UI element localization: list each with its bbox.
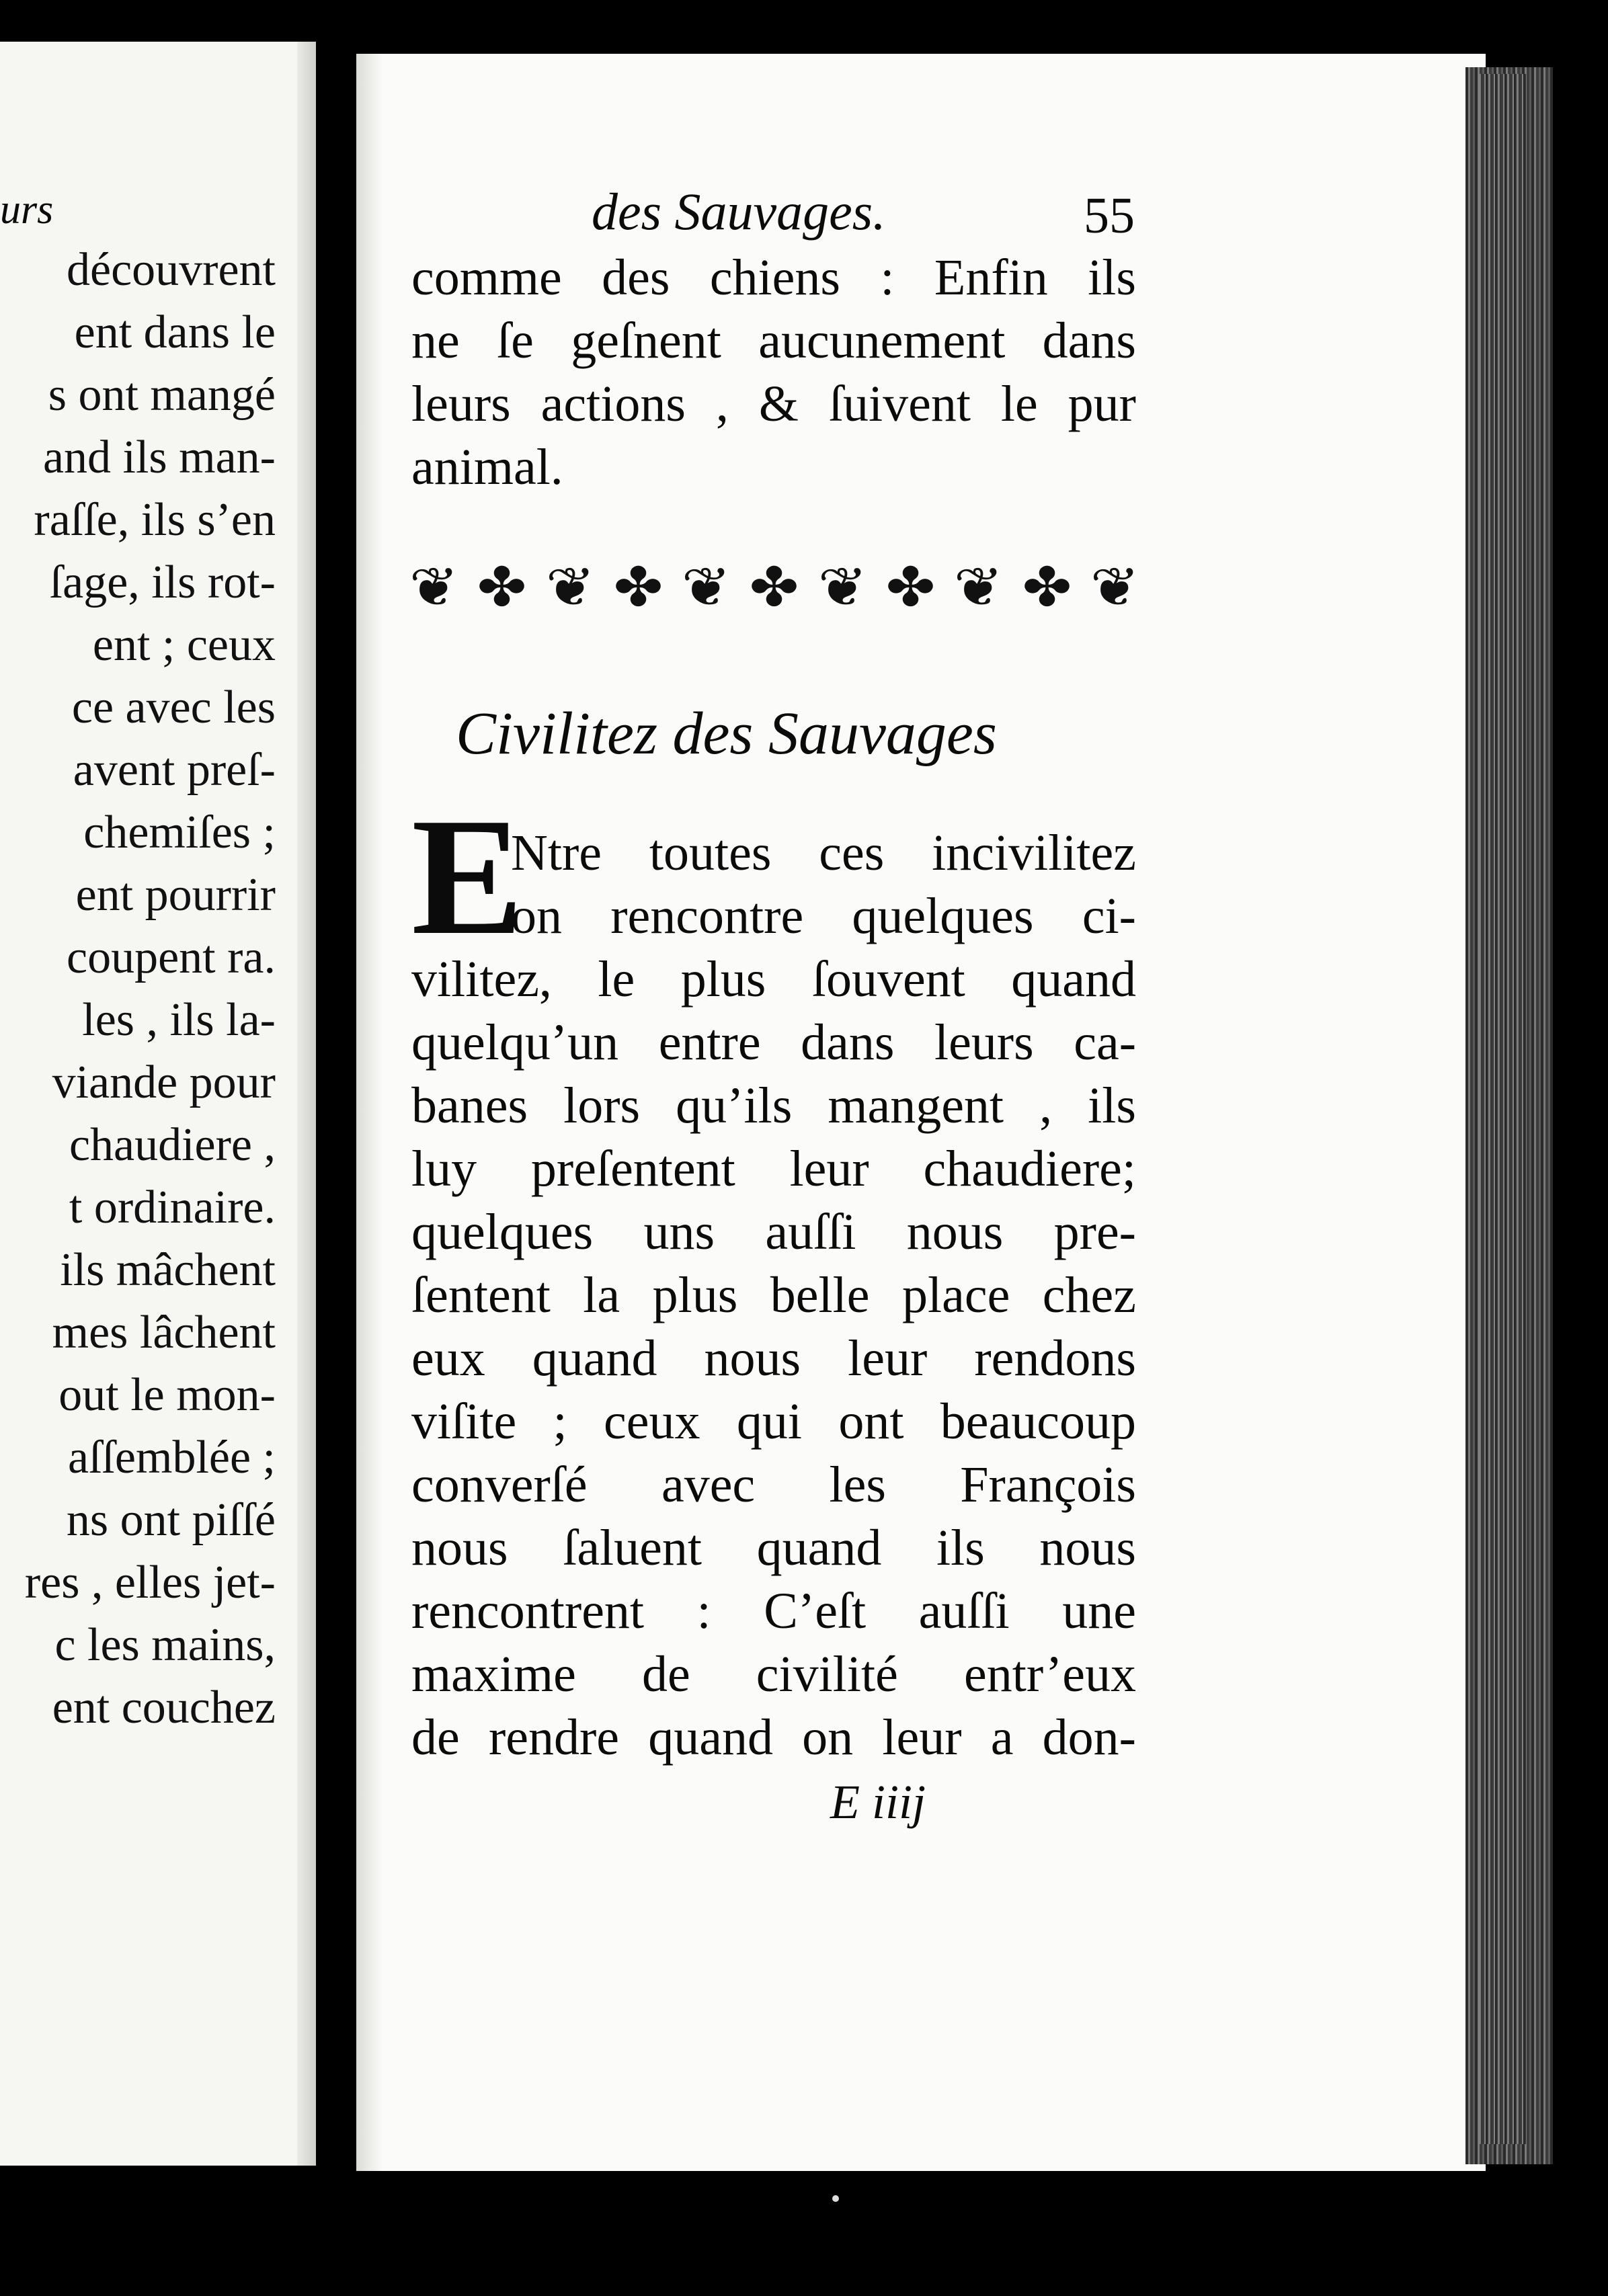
- left-line: les , ils la-: [82, 994, 276, 1046]
- fleuron-icon: ✤: [613, 559, 664, 618]
- fleuron-icon: ❦: [409, 559, 459, 618]
- text-line: quelques uns auſſi nous pre-: [411, 1204, 1136, 1260]
- fleuron-icon: ✤: [750, 559, 799, 618]
- left-line: aſſemblée ;: [67, 1432, 276, 1483]
- fleuron-icon: ❦: [1090, 559, 1140, 618]
- left-line: ns ont piſſé: [66, 1494, 276, 1546]
- left-running-head: urs: [0, 187, 54, 233]
- scan-speck: [832, 2195, 839, 2202]
- fleuron-icon: ✤: [1022, 559, 1072, 618]
- fleuron-icon: ❦: [545, 559, 595, 618]
- drop-cap: E: [411, 784, 524, 970]
- text-line: comme des chiens : Enfin ils: [411, 249, 1136, 306]
- left-line: ſage, ils rot-: [49, 557, 276, 608]
- left-line: chaudiere ,: [69, 1119, 276, 1171]
- page-number: 55: [1084, 188, 1135, 244]
- text-line: luy preſentent leur chaudiere;: [411, 1141, 1136, 1197]
- signature-mark: E iiij: [830, 1775, 926, 1829]
- fleuron-icon: ❦: [681, 559, 731, 618]
- left-line: avent preſ-: [73, 744, 276, 796]
- text-line: ne ſe geſnent aucunement dans: [411, 313, 1136, 369]
- left-line: découvrent: [67, 244, 276, 296]
- left-line: raſſe, ils s’en: [34, 494, 276, 546]
- fleuron-icon: ✤: [885, 559, 936, 618]
- fleuron-icon: ✤: [477, 559, 527, 618]
- decorative-ornament-band: [409, 559, 1140, 618]
- text-line: quelqu’un entre dans leurs ca-: [411, 1014, 1136, 1071]
- body-paragraph: [411, 821, 1136, 1769]
- book-fore-edge-pages: [1479, 74, 1526, 2144]
- left-line: out le mon-: [58, 1369, 276, 1421]
- left-line: ent ; ceux: [92, 619, 276, 671]
- text-line: viſite ; ceux qui ont beaucoup: [411, 1393, 1136, 1450]
- fleuron-icon: ❦: [817, 559, 868, 618]
- text-line: animal.: [411, 439, 563, 495]
- fleuron-icon: ❦: [954, 559, 1004, 618]
- left-line: ils mâchent: [60, 1244, 276, 1296]
- left-line: coupent ra.: [67, 932, 276, 983]
- left-line: t ordinaire.: [69, 1182, 276, 1233]
- left-line: mes lâchent: [52, 1307, 276, 1358]
- left-line: chemiſes ;: [83, 807, 276, 858]
- text-line: nous ſaluent quand ils nous: [411, 1520, 1136, 1576]
- left-line: c les mains,: [54, 1619, 276, 1671]
- text-line: ſentent la plus belle place chez: [411, 1267, 1136, 1323]
- section-title: Civilitez des Sauvages: [456, 700, 997, 767]
- text-line: on rencontre quelques ci-: [511, 888, 1136, 944]
- left-page: [0, 42, 316, 2166]
- left-line: s ont mangé: [48, 369, 276, 421]
- top-paragraph: [411, 246, 1136, 499]
- running-head: des Sauvages.: [592, 182, 886, 241]
- text-line: rencontrent : C’eſt auſſi une: [411, 1583, 1136, 1639]
- left-line: ent dans le: [74, 306, 276, 358]
- left-line: res , elles jet-: [24, 1557, 276, 1608]
- text-line: banes lors qu’ils mangent , ils: [411, 1077, 1136, 1134]
- left-line: ent couchez: [52, 1682, 276, 1733]
- text-line: converſé avec les François: [411, 1457, 1136, 1513]
- right-page-gutter-shadow: [356, 54, 383, 2171]
- left-page-gutter: [297, 42, 316, 2166]
- left-line: ent pourrir: [75, 869, 276, 921]
- text-line: de rendre quand on leur a don-: [411, 1709, 1136, 1766]
- text-line: leurs actions , & ſuivent le pur: [411, 376, 1136, 432]
- left-line: viande pour: [52, 1057, 276, 1108]
- text-line: maxime de civilité entr’eux: [411, 1646, 1136, 1703]
- text-line: eux quand nous leur rendons: [411, 1330, 1136, 1387]
- text-line: vilitez, le plus ſouvent quand: [411, 951, 1136, 1008]
- text-line: Ntre toutes ces incivilitez: [511, 825, 1136, 881]
- left-line: ce avec les: [71, 682, 276, 733]
- left-line: and ils man-: [42, 432, 276, 483]
